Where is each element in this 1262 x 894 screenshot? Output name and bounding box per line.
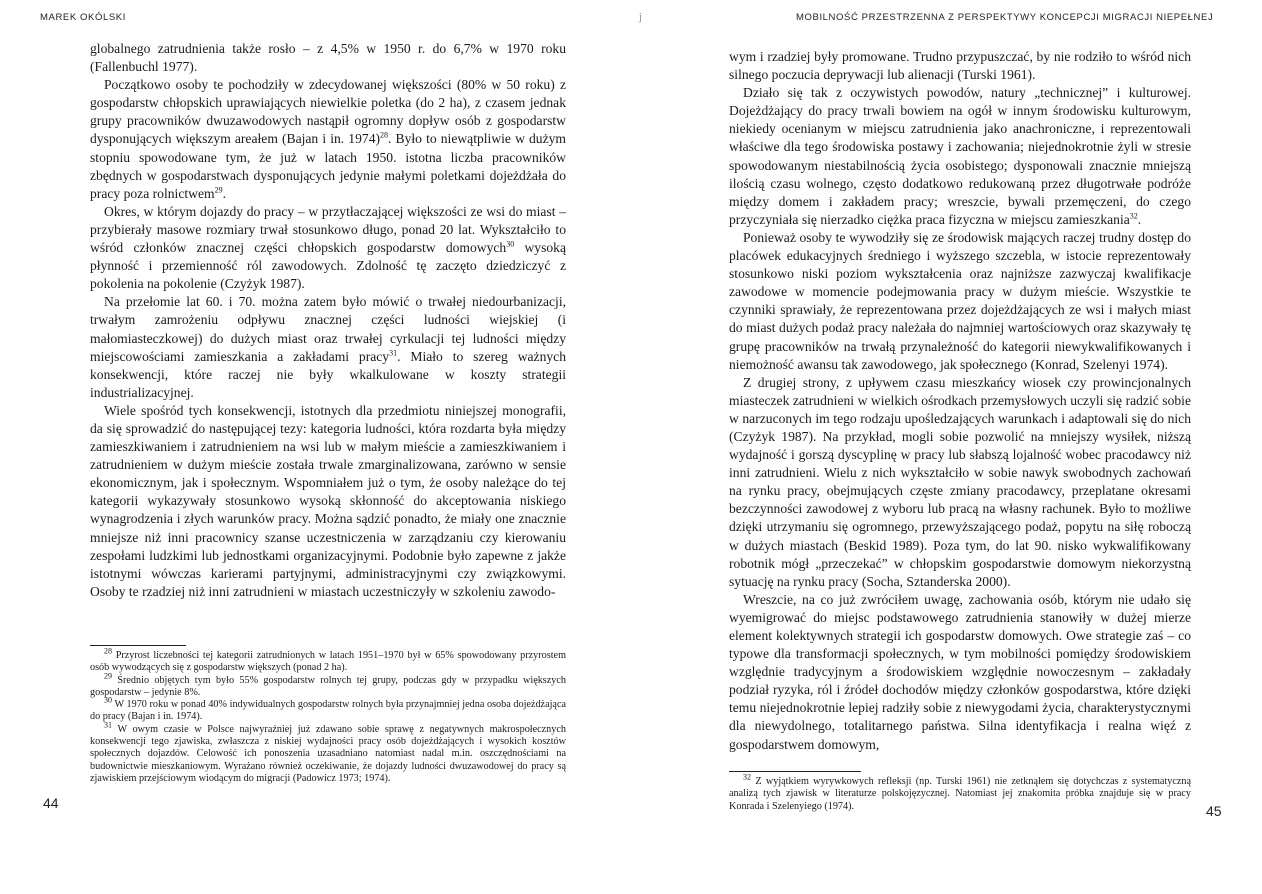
paragraph: Na przełomie lat 60. i 70. można zatem było mówić o trwałej niedourbanizacji, trwałym zamrożeniu odpływu znacznej części ludności wiejskiej (i małomiasteczkowej) do dużych miast oraz trwałej cyrkulacji tej ludności między miejscowościami zamieszkania a zakładami pracy$^{31}$. Miało to szereg ważnych konsekwencji, które raczej nie były wkalkulowane w koszty strategii industrializacyjnej. <box>90 294 567 400</box>
paragraph: Ponieważ osoby te wywodziły się ze środowisk mających raczej trudny dostęp do placówek edukacyjnych średniego i wyższego szczebla, w istocie reprezentowały stosunkowo niski poziom wykształcenia oraz najniższe zazwyczaj kwalifikacje zawodowe w momencie podejmowania pracy w dużym mieście. Wszystkie te czynniki sprawiały, że reprezentowana przez dojeżdżających ze wsi i małych miast do miast dużych podaż pracy należała do najmniej wartościowych oraz skazywały tę grupę pracowników na trwałą przynależność do kategorii niewykwalifikowanych i niemożność awansu tak zawodowego, jak społecznego (Konrad, Szelenyi 1974). <box>729 229 1191 372</box>
footnote-ref[interactable]: 30 <box>506 239 515 249</box>
gutter-mark: j <box>639 12 642 23</box>
paragraph: Działo się tak z oczywistych powodów, natury „technicznej” i kulturowej. Dojeżdżający do pracy trwali bowiem na ogół w innym środowisku kulturowym, niekiedy ocenianym w miejscu zatrudnienia jako anachroniczne, i reprezentowali właściwe dla tego środowiska postawy i zachowania; niejednokrotnie żyli w stresie spowodowanym niestabilnością życia osobistego; dysponowali znacznie mniejszą ilością czasu wolnego, często dodatkowo redukowaną przez długotrwałe podróże między domem i zakładem pracy; wreszcie, bywali przemęczeni, do czego przyczyniała się nierzadko ciężka praca fizyczna w miejscu zamieszkania$^{32}$. <box>729 85 1191 227</box>
footnote-ref[interactable]: 28 <box>380 130 389 140</box>
paragraph: Wiele spośród tych konsekwencji, istotnych dla przedmiotu niniejszej monografii, da się sprowadzić do następującej tezy: kategoria ludności, która rozdarta była między zamieszkiwaniem i zatrudnieniem na wsi lub w małym mieście a zamieszkiwaniem i zatrudnieniem w dużym mieście została trwale zmarginalizowana, zarówno w sensie ekonomicznym, jak i społecznym. Wspomniałem już o tym, że osoby należące do tej kategorii wykazywały stosunkowo wysoką skłonność do akceptowania niskiego wynagrodzenia i złych warunków pracy. Można sądzić ponadto, że miały one znacznie mniejsze niż inni pracownicy szanse uczestniczenia w zarządzaniu czy kierowaniu zespołami ludzkimi lub jednostkami organizacyjnymi. Podobnie było zapewne z jakże istotnymi wówczas karierami partyjnymi, administracyjnymi czy związkowymi. Osoby te rzadziej niż inni zatrudnieni w miastach uczestniczyły w szkoleniu zawodo- <box>90 402 566 599</box>
left-page-body <box>90 40 566 601</box>
footnote-ref[interactable]: 31 <box>389 348 398 358</box>
left-page-number: 44 <box>43 795 59 811</box>
paragraph: Z drugiej strony, z upływem czasu mieszkańcy wiosek czy prowincjonalnych miasteczek zatrudnieni w wielkich ośrodkach przemysłowych uczyli się radzić sobie w narzuconych im tego rodzaju upośledzających warunkach i adaptowali się do nich (Czyżyk 1987). Na przykład, mogli sobie pozwolić na mniejszy wysiłek, niższą wydajność i gorszą dyscyplinę w pracy lub słabszą lojalność wobec pracodawcy niż inni zatrudnieni. Wielu z nich wykształciło w sobie nawyk swobodnych zachowań na rynku pracy, obejmujących częste zmiany pracodawcy, przeplatane okresami bezczynności zawodowej z wyboru lub pracą na własny rachunek. Było to możliwe dzięki utrzymaniu się ogromnego, przewyższającego podaż, popytu na siłę roboczą w dużych miastach (Beskid 1989). Poza tym, do lat 90. nisko wykwalifikowany robotnik mógł „przeczekać” w chłopskim gospodarstwie domowym niekorzystną sytuację na rynku pracy (Socha, Sztanderska 2000). <box>729 374 1191 589</box>
right-page-body <box>729 48 1191 754</box>
paragraph: Początkowo osoby te pochodziły w zdecydowanej większości (80% w 50 roku) z gospodarstw chłopskich uprawiających niewielkie poletka (do 2 ha), z czasem jednak grupy pracowników dwuzawodowych nastąpił ogromny dopływ osób z gospodarstw dysponujących większym areałem (Bajan i in. 1974)$^{28}$. Było to niewątpliwie w dużym stopniu spowodowane tym, że już w latach 1950. istotna liczba pracowników zbędnych w gospodarstwach dysponujących jedynie małymi poletkami dojeżdżała do pracy poza rolnictwem$^{29}$. <box>90 77 566 201</box>
footnote: $^{32}$ Z wyjątkiem wyrywkowych refleksji (np. Turski 1961) nie zetknąłem się dotychczas z systematyczną analizą tych zjawisk w literaturze polskojęzycznej. Natomiast jej znakomita próbka znajduje się w pracy Konrada i Szelenyiego (1974). <box>729 772 1192 812</box>
paragraph: wym i rzadziej były promowane. Trudno przypuszczać, by nie rodziło to wśród nich silnego poczucia deprywacji lub alienacji (Turski 1961). <box>729 49 1191 83</box>
footnote: $^{29}$ Średnio objętych tym było 55% gospodarstw rolnych tej grupy, podczas gdy w przypadku większych gospodarstw – jedynie 8%. <box>90 671 567 698</box>
footnote-ref[interactable]: 32 <box>1129 211 1138 221</box>
left-running-head: MAREK OKÓLSKI <box>40 12 126 23</box>
footnote: $^{31}$ W owym czasie w Polsce najwyraźniej już zdawano sobie sprawę z negatywnych makrospołecznych konsekwencji tego zjawiska, zwłaszcza z niskiej wydajności pracy osób dojeżdżających i wysokich kosztów społecznych dojazdów. Celowość ich ponoszenia uzasadniano natomiast nadal m.in. oszczędnościami na budownictwie mieszkaniowym. Wyrażano również oczekiwanie, że dojazdy ludności dwuzawodowej do pracy są zjawiskiem przejściowym wiodącym do migracji (Padowicz 1973; 1974). <box>90 720 566 784</box>
footnote-ref[interactable]: 29 <box>214 185 223 195</box>
footnote: $^{30}$ W 1970 roku w ponad 40% indywidualnych gospodarstw rolnych była przynajmniej jedna osoba dojeżdżająca do pracy (Bajan i in. 1974). <box>90 695 566 723</box>
paragraph: Okres, w którym dojazdy do pracy – w przytłaczającej większości ze wsi do miast – przybierały masowe rozmiary trwał stosunkowo długo, ponad 20 lat. Wykształciło to wśród członków znacznej części chłopskich gospodarstw domowych$^{30}$ wysoką płynność i przemienność ról zawodowych. Zdolność tę zaczęto dziedziczyć z pokolenia na pokolenie (Czyżyk 1987). <box>90 203 566 292</box>
right-running-head: MOBILNOŚĆ PRZESTRZENNA Z PERSPEKTYWY KONCEPCJI MIGRACJI NIEPEŁNEJ <box>796 12 1214 23</box>
right-footnotes <box>729 772 1192 813</box>
left-footnotes <box>90 646 567 785</box>
right-page-number: 45 <box>1206 803 1222 819</box>
footnote: $^{28}$ Przyrost liczebności tej kategorii zatrudnionych w latach 1951–1970 był w 65% spowodowany przyrostem osób wywodzących się z gospodarstw większych (ponad 2 ha). <box>90 646 566 674</box>
paragraph: globalnego zatrudnienia także rosło – z 4,5% w 1950 r. do 6,7% w 1970 roku (Fallenbuchl 1977). <box>90 41 566 75</box>
paragraph: Wreszcie, na co już zwróciłem uwagę, zachowania osób, którym nie udało się wyemigrować do miejsc podstawowego zatrudnienia stanowiły w dużej mierze element kolektywnych strategii ich gospodarstw domowych. Owe strategie zaś – co typowe dla transformacji społecznych, w tym mobilności pomiędzy środowiskiem względnie tradycyjnym a środowiskiem względnie nowoczesnym – zakładały podział ryzyka, ról i źródeł dochodów między członków gospodarstwa, które dzięki temu niejednokrotnie lepiej radziły sobie z niewygodami życia, charakterystycznymi dla niewydolnego, totalitarnego państwa. Silna identyfikacja i realna więź z gospodarstwem domowym, <box>729 591 1191 752</box>
